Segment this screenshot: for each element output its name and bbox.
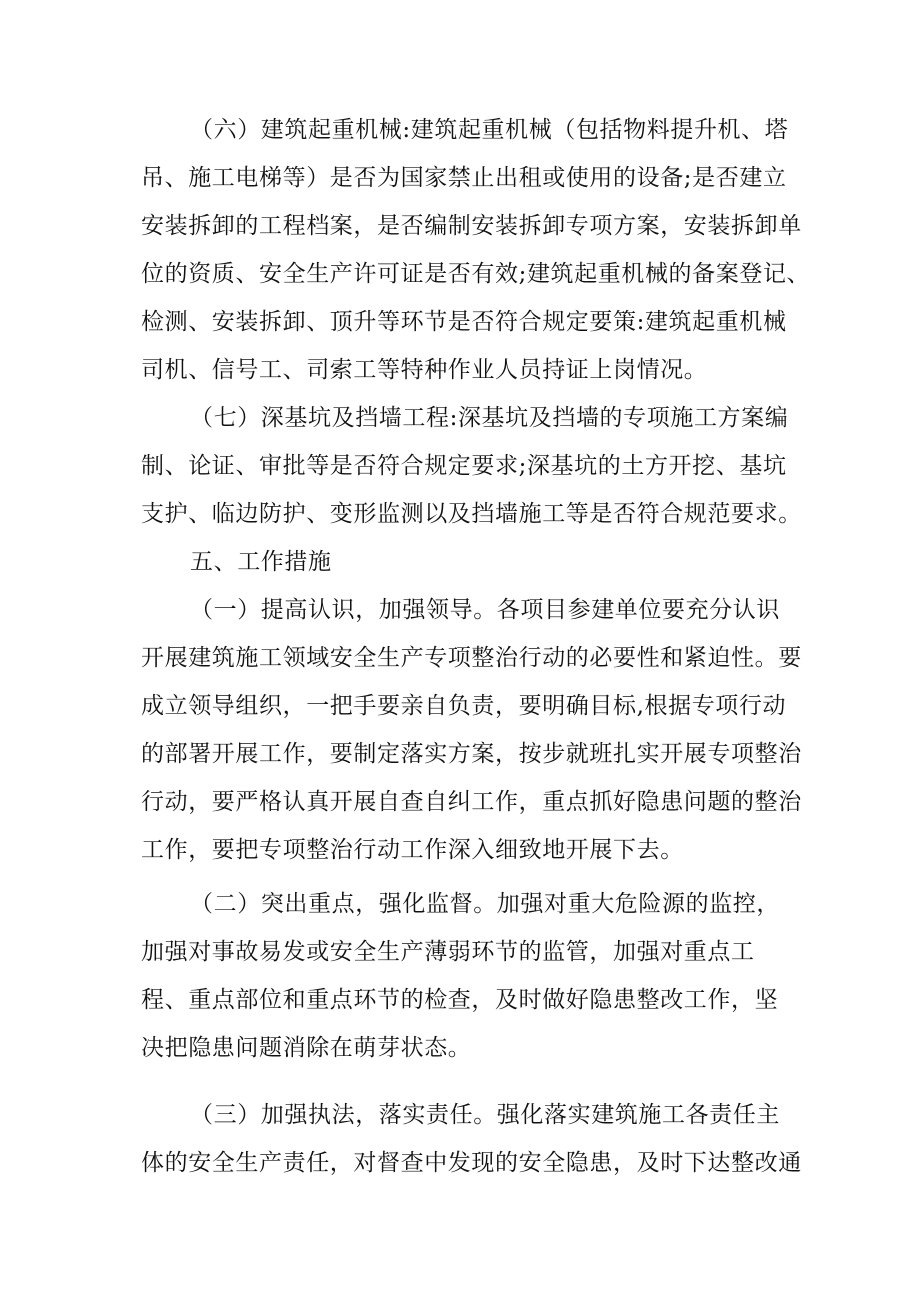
text-line: 决把隐患问题消除在萌芽状态。 — [141, 1035, 472, 1061]
text-line: 开展建筑施工领域安全生产专项整治行动的必要性和紧迫性。要 — [141, 645, 802, 671]
text-line: （一）提高认识，加强领导。各项目参建单位要充分认识 — [190, 597, 780, 623]
text-line: 成立领导组织，一把手要亲自负责，要明确目标,根据专项行动 — [141, 693, 787, 719]
text-line: 安装拆卸的工程档案，是否编制安装拆卸专项方案，安装拆卸单 — [141, 213, 802, 239]
text-line: 加强对事故易发或安全生产薄弱环节的监管，加强对重点工 — [141, 939, 755, 965]
text-line: 制、论证、审批等是否符合规定要求;深基坑的土方开挖、基坑 — [141, 453, 787, 479]
text-line: 工作，要把专项整治行动工作深入细致地开展下去。 — [141, 837, 684, 863]
section-heading: 五、工作措施 — [190, 549, 332, 575]
text-line: （六）建筑起重机械:建筑起重机械（包括物料提升机、塔 — [190, 117, 789, 143]
text-line: 程、重点部位和重点环节的检查，及时做好隐患整改工作，坚 — [141, 987, 779, 1013]
text-line: （三）加强执法，落实责任。强化落实建筑施工各责任主 — [190, 1102, 780, 1128]
text-line: 检测、安装拆卸、顶升等环节是否符合规定要策:建筑起重机械 — [141, 309, 787, 335]
text-line: 司机、信号工、司索工等特种作业人员持证上岗情况。 — [141, 357, 708, 383]
text-line: （二）突出重点，强化监督。加强对重大危险源的监控， — [190, 891, 780, 917]
text-line: 行动，要严格认真开展自查自纠工作，重点抓好隐患问题的整治 — [141, 789, 802, 815]
text-line: 位的资质、安全生产许可证是否有效;建筑起重机械的备案登记、 — [141, 261, 811, 287]
text-line: 体的安全生产责任，对督查中发现的安全隐患，及时下达整改通 — [141, 1150, 802, 1176]
text-line: 支护、临边防护、变形监测以及挡墙施工等是否符合规范要求。 — [141, 501, 802, 527]
text-line: 的部署开展工作，要制定落实方案，按步就班扎实开展专项整治 — [141, 741, 802, 767]
text-line: 吊、施工电梯等）是否为国家禁止出租或使用的设备;是否建立 — [141, 165, 787, 191]
text-line: （七）深基坑及挡墙工程:深基坑及挡墙的专项施工方案编 — [190, 405, 789, 431]
